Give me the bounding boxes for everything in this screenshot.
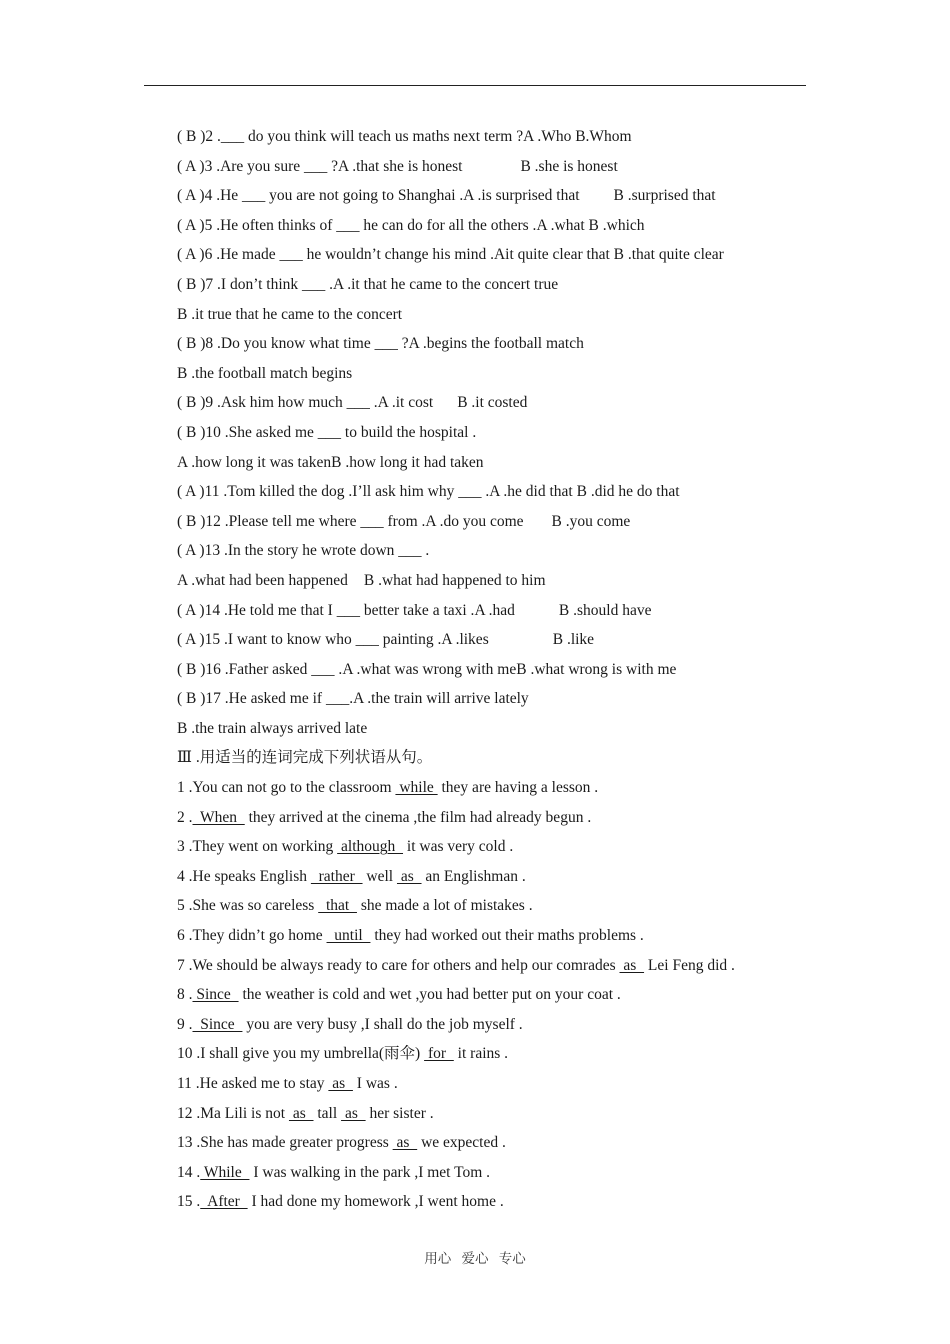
option-line: A .what had been happened B .what had happened to him — [177, 571, 546, 589]
answer-blank: Since — [192, 1015, 243, 1033]
option-line: B .the train always arrived late — [177, 719, 368, 737]
answer-blank: for — [424, 1045, 454, 1063]
question-line: ( A )14 .He told me that I ___ better take a taxi .A .had B .should have — [177, 601, 652, 619]
question-line: ( B )8 .Do you know what time ___ ?A .begins the football match — [177, 335, 584, 353]
question-line: ( A )15 .I want to know who ___ painting .A .likes B .like — [177, 631, 595, 649]
fill-line: 3 .They went on working although it was very cold . — [177, 838, 514, 856]
answer-blank: as — [619, 956, 645, 974]
answer-blank: as — [288, 1104, 314, 1122]
answer-blank: while — [395, 779, 438, 797]
question-line: ( B )2 .___ do you think will teach us maths next term ?A .Who B.Whom — [177, 128, 632, 145]
fill-line: 15 . After I had done my homework ,I went home . — [177, 1193, 504, 1211]
fill-line: 2 . When they arrived at the cinema ,the film had already begun . — [177, 808, 592, 826]
fill-line: 4 .He speaks English rather well as an Englishman . — [177, 867, 526, 885]
question-line: ( B )17 .He asked me if ___.A .the train will arrive lately — [177, 690, 529, 708]
answer-blank: as — [328, 1075, 353, 1092]
fill-line: 6 .They didn’t go home until they had worked out their maths problems . — [177, 927, 644, 945]
fill-line: 11 .He asked me to stay as I was . — [177, 1075, 398, 1092]
fill-line: 13 .She has made greater progress as we expected . — [177, 1134, 506, 1152]
answer-blank: as — [392, 1134, 418, 1152]
page-footer: 用心 爱心 专心 — [424, 1251, 526, 1267]
answer-blank: although — [337, 838, 404, 856]
fill-line: 10 .I shall give you my umbrella(雨伞) for it rains . — [177, 1045, 509, 1063]
fill-line: 9 . Since you are very busy ,I shall do the job myself . — [177, 1015, 523, 1033]
question-line: ( A )4 .He ___ you are not going to Shanghai .A .is surprised that B .surprised that — [177, 187, 716, 205]
question-line: ( A )11 .Tom killed the dog .I’ll ask him why ___ .A .he did that B .did he do that — [177, 483, 680, 501]
answer-blank: until — [326, 927, 371, 945]
fill-line: 1 .You can not go to the classroom while they are having a lesson . — [177, 779, 599, 797]
question-line: ( A )13 .In the story he wrote down ___ . — [177, 542, 430, 560]
answer-blank: When — [192, 808, 245, 826]
answer-blank: rather — [310, 867, 363, 885]
answer-blank: as — [396, 867, 422, 885]
fill-line: 5 .She was so careless that she made a lot of mistakes . — [177, 897, 533, 915]
section-heading: Ⅲ .用适当的连词完成下列状语从句。 — [177, 749, 433, 767]
exercise-content — [177, 122, 817, 1217]
option-line: B .it true that he came to the concert — [177, 305, 403, 323]
question-line: ( B )9 .Ask him how much ___ .A .it cost B .it costed — [177, 394, 528, 412]
question-line: ( A )6 .He made ___ he wouldn’t change his mind .Ait quite clear that B .that quite clear — [177, 246, 724, 264]
question-line: ( B )16 .Father asked ___ .A .what was wrong with meB .what wrong is with me — [177, 660, 677, 678]
fill-line: 7 .We should be always ready to care for others and help our comrades as Lei Feng did . — [177, 956, 735, 974]
fill-line: 8 . Since the weather is cold and wet ,you had better put on your coat . — [177, 986, 621, 1004]
fill-line: 12 .Ma Lili is not as tall as her sister . — [177, 1104, 434, 1122]
question-line: ( B )10 .She asked me ___ to build the hospital . — [177, 423, 477, 441]
option-line: A .how long it was takenB .how long it had taken — [177, 453, 484, 471]
option-line: B .the football match begins — [177, 364, 353, 382]
fill-line: 14 . While I was walking in the park ,I met Tom . — [177, 1163, 491, 1181]
answer-blank: After — [200, 1193, 248, 1211]
answer-blank: While — [200, 1163, 250, 1181]
question-line: ( B )12 .Please tell me where ___ from .A .do you come B .you come — [177, 512, 631, 530]
header-rule — [144, 85, 806, 86]
question-line: ( A )5 .He often thinks of ___ he can do for all the others .A .what B .which — [177, 216, 645, 234]
answer-blank: that — [318, 897, 357, 915]
question-line: ( A )3 .Are you sure ___ ?A .that she is honest B .she is honest — [177, 157, 618, 175]
answer-blank: Since — [192, 986, 239, 1004]
question-line: ( B )7 .I don’t think ___ .A .it that he came to the concert true — [177, 275, 559, 293]
answer-blank: as — [341, 1104, 366, 1122]
